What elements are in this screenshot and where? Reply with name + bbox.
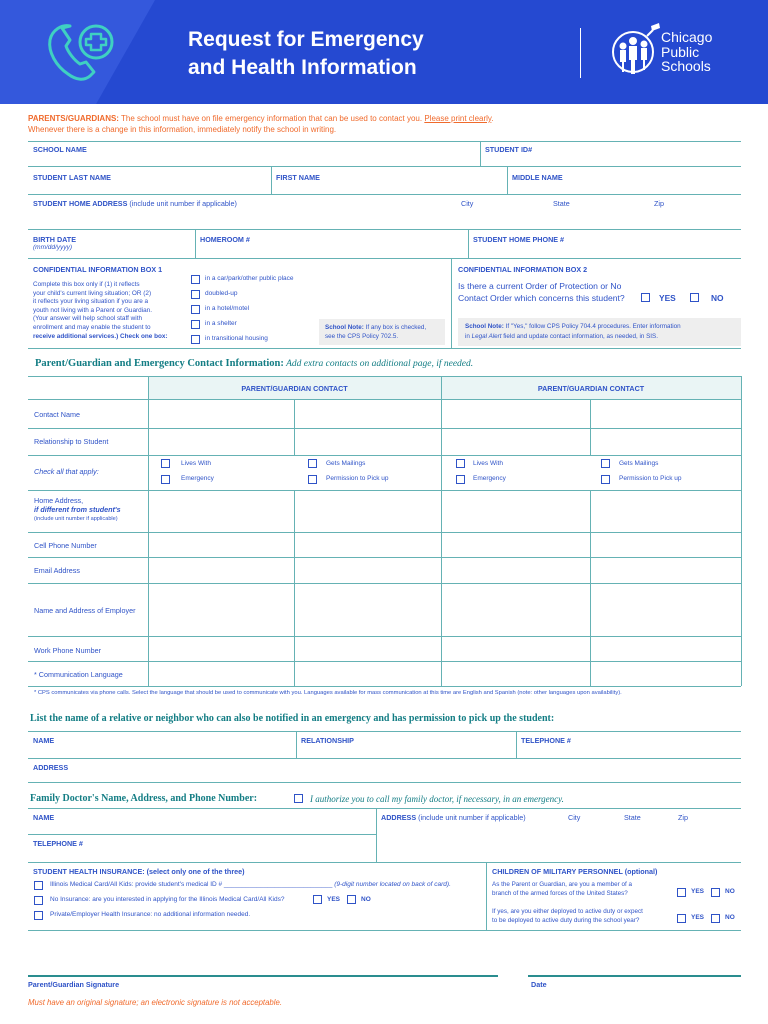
box1-option-label: doubled-up — [205, 290, 238, 297]
box1-checkbox-doubled-up[interactable] — [191, 290, 200, 299]
signature-warning: Must have an original signature; an electronic signature is not acceptable. — [28, 998, 282, 1007]
box1-checkbox-hotel[interactable] — [191, 305, 200, 314]
military-yes-label: YES — [691, 914, 705, 921]
box2-yes-checkbox[interactable] — [641, 293, 650, 302]
relative-heading: List the name of a relative or neighbor who can also be notified in an emergency and has permission to pick up the student: — [30, 713, 555, 724]
contact1-gets-mailings-checkbox[interactable] — [308, 459, 317, 468]
doctor-city-label: City — [568, 813, 581, 822]
birth-date-format: (mm/dd/yyyy) — [33, 244, 72, 251]
insurance-no-label: NO — [361, 896, 371, 903]
print-clearly-link: Please print clearly — [424, 114, 492, 123]
military-q1-yes-checkbox[interactable] — [677, 888, 686, 897]
row-check-all: Check all that apply: — [34, 467, 99, 476]
contact2-gets-mailings-checkbox[interactable] — [601, 459, 610, 468]
page-header — [0, 0, 768, 104]
box1-option-label: in transitional housing — [205, 335, 268, 342]
doctor-zip-label: Zip — [678, 813, 688, 822]
relative-relationship-label: RELATIONSHIP — [301, 736, 354, 745]
row-relationship: Relationship to Student — [34, 437, 109, 446]
box1-school-note-text: School Note: If any box is checked, see the CPS Policy 702.5. — [325, 324, 427, 340]
contacts-heading: Parent/Guardian and Emergency Contact Information: Add extra contacts on additional page, if needed. — [35, 358, 474, 369]
insurance-no-insurance-checkbox[interactable] — [34, 896, 43, 905]
insurance-option-2: No Insurance: are you interested in applying for the Illinois Medical Card/All Kids? — [50, 896, 285, 903]
insurance-apply-no-checkbox[interactable] — [347, 895, 356, 904]
box1-option-label: in a shelter — [205, 320, 237, 327]
row-email: Email Address — [34, 566, 80, 575]
doctor-address-label: ADDRESS (include unit number if applicable) — [381, 813, 526, 822]
birth-date-label: BIRTH DATE — [33, 235, 76, 244]
military-yes-label: YES — [691, 888, 705, 895]
box1-option-label: in a car/park/other public place — [205, 275, 294, 282]
contact1-emergency-checkbox[interactable] — [161, 475, 170, 484]
box1-instructions: Complete this box only if (1) it reflects your child's current living situation; OR (2) it reflects your living situation if you are a youth not living with a Parent or Guardian. (Your answer will help school staff with enrollment and may enable the student to receive additional services.) Check one box: — [33, 281, 168, 340]
box2-title: CONFIDENTIAL INFORMATION BOX 2 — [458, 265, 588, 274]
box2-no-checkbox[interactable] — [690, 293, 699, 302]
check-label: Lives With — [181, 460, 211, 467]
row-work-phone: Work Phone Number — [34, 646, 101, 655]
header-divider — [580, 28, 581, 78]
insurance-option-1: Illinois Medical Card/All Kids: provide student's medical ID # ______________________________ (9-digit number located on back of card). — [50, 881, 451, 888]
authorize-doctor-checkbox[interactable] — [294, 794, 303, 803]
check-label: Gets Mailings — [619, 460, 659, 467]
row-employer: Name and Address of Employer — [34, 606, 136, 615]
language-footnote: * CPS communicates via phone calls. Select the language that should be used to communicate with you. Languages available for mass communication at this time are English and Spanish (note: other languages upon availability). — [34, 690, 622, 696]
insurance-yes-label: YES — [327, 896, 341, 903]
military-title: CHILDREN OF MILITARY PERSONNEL (optional) — [492, 867, 658, 876]
check-label: Lives With — [473, 460, 503, 467]
page-title: Request for Emergency and Health Information — [188, 28, 424, 79]
check-label: Emergency — [181, 475, 214, 482]
box2-no-label: NO — [711, 293, 724, 303]
doctor-name-label: NAME — [33, 813, 55, 822]
check-label: Permission to Pick up — [326, 475, 389, 482]
insurance-title: STUDENT HEALTH INSURANCE: (select only one of the three) — [33, 867, 245, 876]
zip-label: Zip — [654, 199, 664, 208]
box2-yes-label: YES — [659, 293, 676, 303]
contact1-pickup-checkbox[interactable] — [308, 475, 317, 484]
relative-telephone-label: TELEPHONE # — [521, 736, 571, 745]
relative-name-label: NAME — [33, 736, 55, 745]
city-label: City — [461, 199, 474, 208]
relative-address-label: ADDRESS — [33, 763, 69, 772]
date-label: Date — [531, 980, 547, 989]
box1-title: CONFIDENTIAL INFORMATION BOX 1 — [33, 265, 163, 274]
authorize-doctor-text: I authorize you to call my family doctor, if necessary, in an emergency. — [310, 794, 564, 804]
box1-checkbox-shelter[interactable] — [191, 320, 200, 329]
military-question-1: As the Parent or Guardian, are you a member of a branch of the armed forces of the United States? — [492, 881, 633, 897]
box1-option-label: in a hotel/motel — [205, 305, 250, 312]
row-home-address: Home Address, if different from student's (include unit number if applicable) — [34, 496, 121, 522]
insurance-apply-yes-checkbox[interactable] — [313, 895, 322, 904]
check-label: Gets Mailings — [326, 460, 366, 467]
row-cell-phone: Cell Phone Number — [34, 541, 97, 550]
box2-school-note-text: School Note: If "Yes," follow CPS Policy 704.4 procedures. Enter information in Legal Alert field and update contact information, as needed, in SIS. — [465, 323, 681, 340]
row-contact-name: Contact Name — [34, 410, 80, 419]
cps-logo-figures — [611, 22, 663, 78]
box1-checkbox-transitional[interactable] — [191, 335, 200, 344]
signature-line[interactable] — [28, 975, 498, 977]
col-header-contact-2: PARENT/GUARDIAN CONTACT — [537, 384, 645, 393]
doctor-telephone-label: TELEPHONE # — [33, 839, 83, 848]
military-no-label: NO — [725, 914, 735, 921]
row-language: * Communication Language — [34, 670, 123, 679]
doctor-state-label: State — [624, 813, 641, 822]
middle-name-label: MIDDLE NAME — [512, 173, 563, 182]
military-q2-no-checkbox[interactable] — [711, 914, 720, 923]
military-question-2: If yes, are you either deployed to active duty or expect to be deployed to active duty during the school year? — [492, 908, 643, 924]
insurance-option-3: Private/Employer Health Insurance: no additional information needed. — [50, 911, 251, 918]
contact2-pickup-checkbox[interactable] — [601, 475, 610, 484]
doctor-heading: Family Doctor's Name, Address, and Phone Number: — [30, 793, 258, 804]
military-q2-yes-checkbox[interactable] — [677, 914, 686, 923]
insurance-private-checkbox[interactable] — [34, 911, 43, 920]
contact2-lives-with-checkbox[interactable] — [456, 459, 465, 468]
col-header-contact-1: PARENT/GUARDIAN CONTACT — [241, 384, 348, 393]
box2-question: Is there a current Order of Protection or No Contact Order which concerns this student? — [458, 281, 625, 303]
phone-medical-icon — [40, 18, 118, 86]
student-last-name-label: STUDENT LAST NAME — [33, 173, 111, 182]
intro-text: PARENTS/GUARDIANS: The school must have on file emergency information that can be used to contact you. Please print clearly. Whenever there is a change in this information, immediately notify the school in writing. — [28, 114, 494, 134]
home-phone-label: STUDENT HOME PHONE # — [473, 235, 565, 244]
contact1-lives-with-checkbox[interactable] — [161, 459, 170, 468]
student-id-label: STUDENT ID# — [485, 145, 533, 154]
check-label: Emergency — [473, 475, 506, 482]
cps-logo-text: Chicago Public Schools — [661, 29, 713, 74]
student-address-label: STUDENT HOME ADDRESS (include unit number if applicable) — [33, 199, 237, 208]
check-label: Permission to Pick up — [619, 475, 682, 482]
signature-label: Parent/Guardian Signature — [28, 980, 120, 989]
military-q1-no-checkbox[interactable] — [711, 888, 720, 897]
first-name-label: FIRST NAME — [276, 173, 320, 182]
insurance-medical-card-checkbox[interactable] — [34, 881, 43, 890]
box1-checkbox-public-place[interactable] — [191, 275, 200, 284]
military-no-label: NO — [725, 888, 735, 895]
date-line[interactable] — [528, 975, 741, 977]
state-label: State — [553, 199, 570, 208]
school-name-label: SCHOOL NAME — [33, 145, 87, 154]
contact2-emergency-checkbox[interactable] — [456, 475, 465, 484]
homeroom-label: HOMEROOM # — [200, 235, 250, 244]
